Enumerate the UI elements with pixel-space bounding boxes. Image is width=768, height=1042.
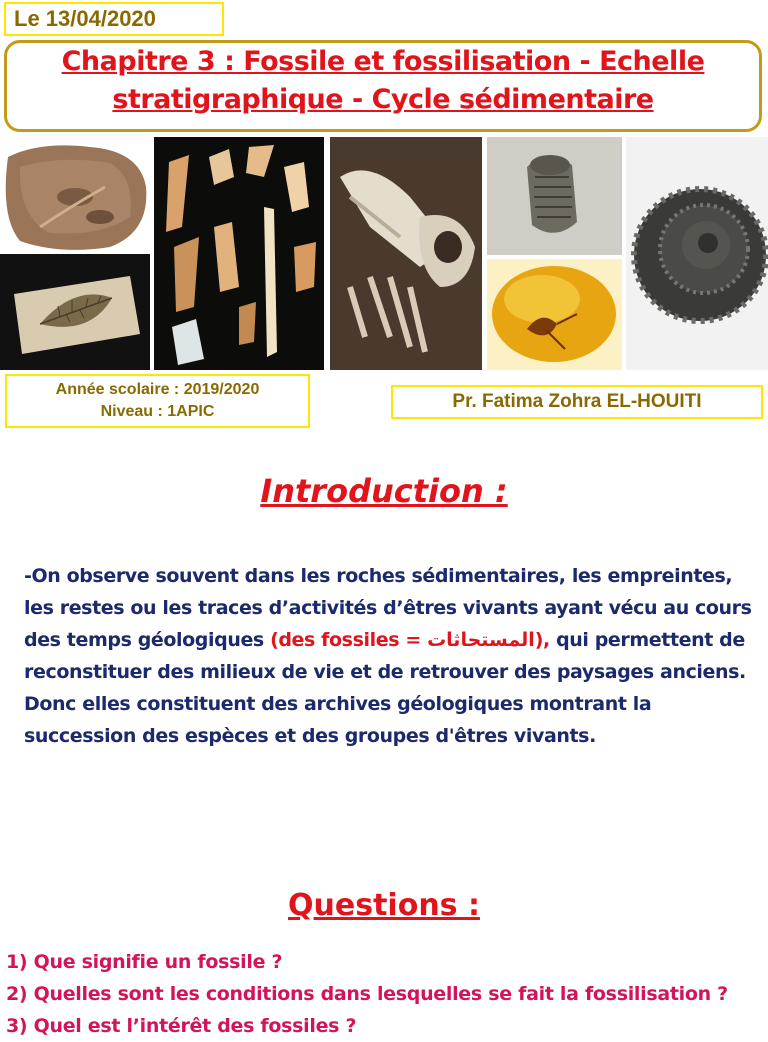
introduction-heading: Introduction : — [260, 472, 508, 510]
intro-text-part-1: -On observe souvent dans les roches sédimentaires, les empreintes, les restes ou les traces d’activités d’êtres vivants ayant vécu au cours des temps géologiques — [24, 565, 752, 651]
school-year: Année scolaire : 2019/2020 — [55, 381, 260, 398]
question-item: 1) Que signifie un fossile ? — [6, 951, 283, 973]
skeleton-skull-image — [330, 137, 482, 370]
chapter-title-box — [4, 40, 762, 132]
chapter-title-line-2: stratigraphique - Cycle sédimentaire — [112, 84, 654, 115]
leaf-fossil-image — [0, 254, 150, 370]
ammonite-image — [626, 137, 768, 370]
school-level: Niveau : 1APIC — [100, 403, 215, 420]
teacher-name: Pr. Fatima Zohra EL-HOUITI — [391, 385, 763, 419]
questions-heading: Questions : — [288, 888, 480, 923]
fossil-rock-imprint-image — [0, 137, 150, 253]
question-item: 2) Quelles sont les conditions dans lesquelles se fait la fossilisation ? — [6, 983, 728, 1005]
questions-list — [6, 946, 766, 1042]
school-info-box — [5, 374, 310, 428]
date-label: Le 13/04/2020 — [4, 2, 224, 36]
question-item: 3) Quel est l’intérêt des fossiles ? — [6, 1015, 357, 1037]
trilobite-image — [487, 137, 622, 255]
intro-text-part-2: qui permettent de reconstituer des milieux de vie et de retrouver des paysages anciens. Donc elles constituent des archives géologiques montrant la succession des espèces et des groupes d'êtres vivants. — [24, 629, 746, 747]
introduction-paragraph — [24, 560, 754, 752]
intro-fossils-highlight: (des fossiles = المستحاثات), — [270, 629, 550, 651]
amber-insect-image — [487, 259, 622, 370]
chapter-title-line-1: Chapitre 3 : Fossile et fossilisation - Echelle — [61, 46, 705, 77]
bone-fragments-image — [154, 137, 324, 370]
